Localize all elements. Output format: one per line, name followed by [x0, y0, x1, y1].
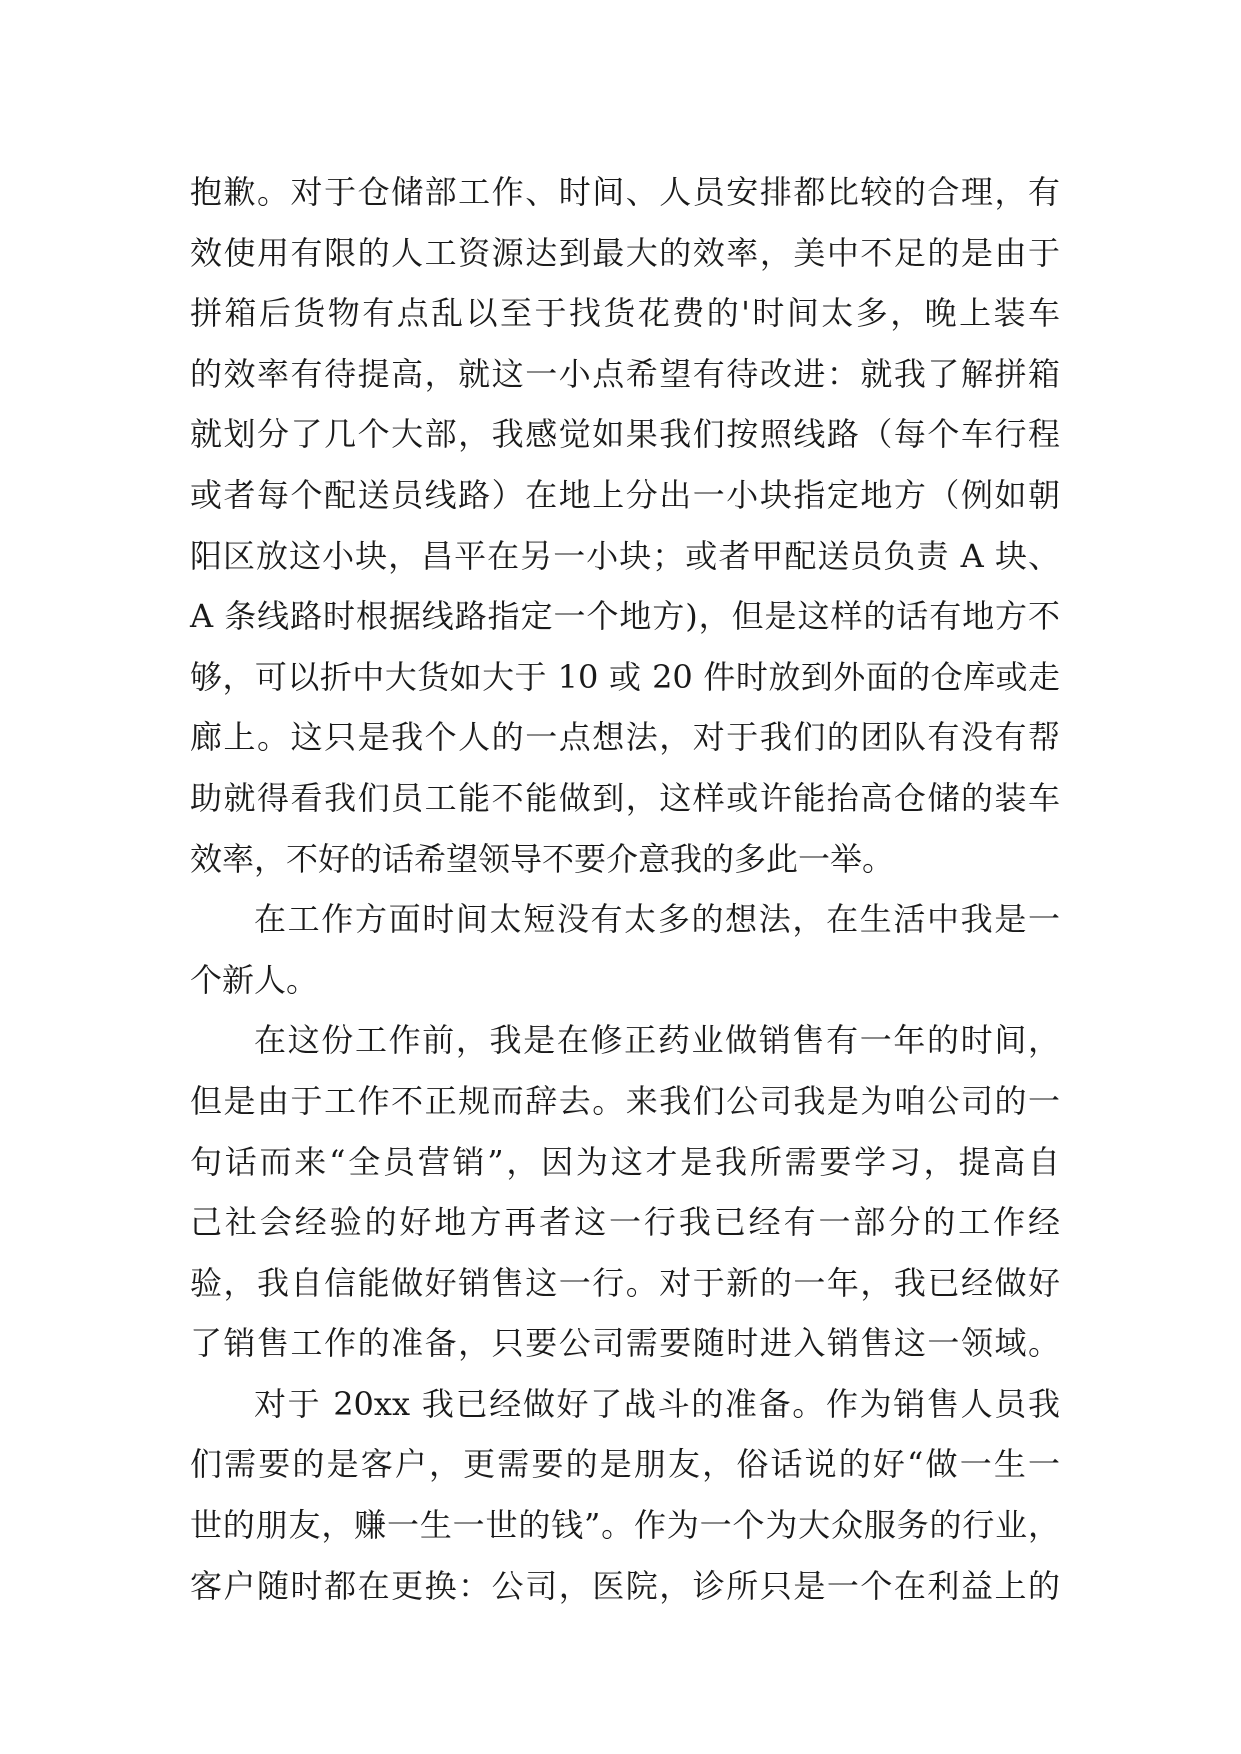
text-line: 效率，不好的话希望领导不要介意我的多此一举。 [190, 839, 895, 878]
text-line: 了销售工作的准备，只要公司需要随时进入销售这一领域。 [190, 1324, 1060, 1363]
text-line: 验，我自信能做好销售这一行。对于新的一年，我已经做好 [190, 1263, 1060, 1302]
text-line: 助就得看我们员工能不能做到，这样或许能抬高仓储的装车 [190, 778, 1060, 817]
text-line: 但是由于工作不正规而辞去。来我们公司我是为咱公司的一 [190, 1081, 1060, 1120]
text-line: 或者每个配送员线路）在地上分出一小块指定地方（例如朝 [190, 475, 1060, 514]
text-line: 们需要的是客户，更需要的是朋友，俗话说的好“做一生一 [190, 1445, 1060, 1484]
text-line: 拼箱后货物有点乱以至于找货花费的'时间太多，晚上装车 [190, 294, 1060, 333]
text-line: 就划分了几个大部，我感觉如果我们按照线路（每个车行程 [190, 415, 1060, 454]
text-line: 己社会经验的好地方再者这一行我已经有一部分的工作经 [190, 1203, 1060, 1242]
text-line: 对于 20xx 我已经做好了战斗的准备。作为销售人员我 [254, 1384, 1060, 1423]
text-line: 廊上。这只是我个人的一点想法，对于我们的团队有没有帮 [190, 718, 1060, 757]
text-line: 世的朋友，赚一生一世的钱”。作为一个为大众服务的行业， [190, 1506, 1060, 1545]
body-text [190, 162, 1060, 1616]
text-line: 在工作方面时间太短没有太多的想法，在生活中我是一 [254, 900, 1060, 939]
text-line: 客户随时都在更换：公司，医院，诊所只是一个在利益上的 [190, 1566, 1060, 1605]
text-line: 阳区放这小块，昌平在另一小块；或者甲配送员负责 A 块、 [190, 536, 1060, 575]
text-line: 效使用有限的人工资源达到最大的效率，美中不足的是由于 [190, 233, 1060, 272]
text-line: A 条线路时根据线路指定一个地方)，但是这样的话有地方不 [190, 597, 1060, 636]
text-line: 个新人。 [190, 960, 319, 999]
text-line: 够，可以折中大货如大于 10 或 20 件时放到外面的仓库或走 [190, 657, 1060, 696]
text-line: 抱歉。对于仓储部工作、时间、人员安排都比较的合理，有 [190, 173, 1060, 211]
text-line: 句话而来“全员营销”，因为这才是我所需要学习，提高自 [190, 1142, 1060, 1181]
text-line: 的效率有待提高，就这一小点希望有待改进：就我了解拼箱 [190, 354, 1060, 393]
text-line: 在这份工作前，我是在修正药业做销售有一年的时间， [254, 1021, 1060, 1060]
